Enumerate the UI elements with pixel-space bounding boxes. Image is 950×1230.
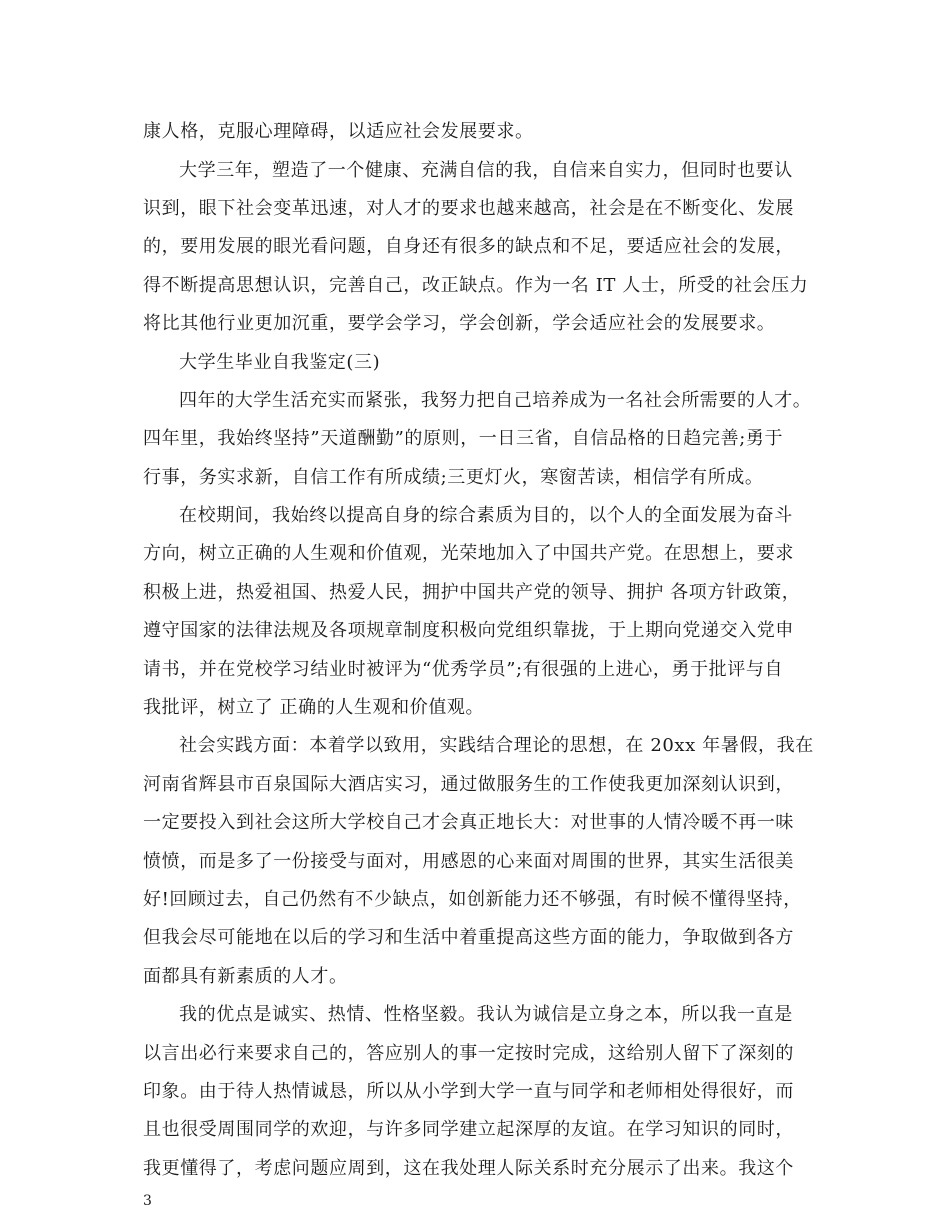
text-line: 方向，树立正确的人生观和价值观，光荣地加入了中国共产党。在思想上，要求 bbox=[143, 543, 794, 564]
page-number: 3 bbox=[143, 1193, 152, 1209]
text-line: 遵守国家的法律法规及各项规章制度积极向党组织靠拢，于上期向党递交入党申 bbox=[143, 620, 794, 641]
text-line: 的，要用发展的眼光看问题，自身还有很多的缺点和不足，要适应社会的发展， bbox=[143, 236, 794, 257]
text-line: 请书，并在党校学习结业时被评为“优秀学员”;有很强的上进心，勇于批评与自 bbox=[143, 659, 784, 680]
text-line: 四年里，我始终坚持”天道酬勤”的原则，一日三省，自信品格的日趋完善;勇于 bbox=[143, 428, 784, 449]
text-line: 面都具有新素质的人才。 bbox=[143, 966, 348, 987]
text-line: 但我会尽可能地在以后的学习和生活中着重提高这些方面的能力，争取做到各方 bbox=[143, 927, 794, 948]
text-line: 河南省辉县市百泉国际大酒店实习，通过做服务生的工作使我更加深刻认识到， bbox=[143, 774, 794, 795]
text-line: 好!回顾过去，自己仍然有不少缺点，如创新能力还不够强，有时候不懂得坚持， bbox=[143, 889, 802, 910]
text-line: 印象。由于待人热情诚恳，所以从小学到大学一直与同学和老师相处得很好，而 bbox=[143, 1081, 794, 1102]
text-line: 愤愤，而是多了一份接受与面对，用感恩的心来面对周围的世界，其实生活很美 bbox=[143, 851, 794, 872]
text-line: 以言出必行来要求自己的，答应别人的事一定按时完成，这给别人留下了深刻的 bbox=[143, 1043, 794, 1064]
text-line: 积极上进，热爱祖国、热爱人民，拥护中国共产党的领导、拥护 各项方针政策， bbox=[143, 582, 801, 603]
text-line: 社会实践方面：本着学以致用，实践结合理论的思想，在 20xx 年暑假，我在 bbox=[179, 735, 814, 756]
text-line: 四年的大学生活充实而紧张，我努力把自己培养成为一名社会所需要的人才。 bbox=[179, 390, 812, 411]
section-heading: 大学生毕业自我鉴定(三) bbox=[179, 352, 381, 373]
text-line: 识到，眼下社会变革迅速，对人才的要求也越来越高，社会是在不断变化、发展 bbox=[143, 198, 794, 219]
text-line: 康人格，克服心理障碍，以适应社会发展要求。 bbox=[143, 121, 534, 142]
text-line: 且也很受周围同学的欢迎，与许多同学建立起深厚的友谊。在学习知识的同时， bbox=[143, 1119, 794, 1140]
text-line: 我批评，树立了 正确的人生观和价值观。 bbox=[143, 697, 485, 718]
text-line: 一定要投入到社会这所大学校自己才会真正地长大：对世事的人情冷暖不再一味 bbox=[143, 812, 794, 833]
text-line: 将比其他行业更加沉重，要学会学习，学会创新，学会适应社会的发展要求。 bbox=[143, 313, 776, 334]
text-line: 行事，务实求新，自信工作有所成绩;三更灯火，寒窗苦读，相信学有所成。 bbox=[143, 467, 764, 488]
text-line: 得不断提高思想认识，完善自己，改正缺点。作为一名 IT 人士，所受的社会压力 bbox=[143, 275, 809, 296]
text-line: 大学三年，塑造了一个健康、充满自信的我，自信来自实力，但同时也要认 bbox=[179, 160, 793, 181]
text-line: 我更懂得了，考虑问题应周到，这在我处理人际关系时充分展示了出来。我这个 bbox=[143, 1158, 794, 1179]
text-line: 我的优点是诚实、热情、性格坚毅。我认为诚信是立身之本，所以我一直是 bbox=[179, 1004, 793, 1025]
text-line: 在校期间，我始终以提高自身的综合素质为目的，以个人的全面发展为奋斗 bbox=[179, 505, 793, 526]
